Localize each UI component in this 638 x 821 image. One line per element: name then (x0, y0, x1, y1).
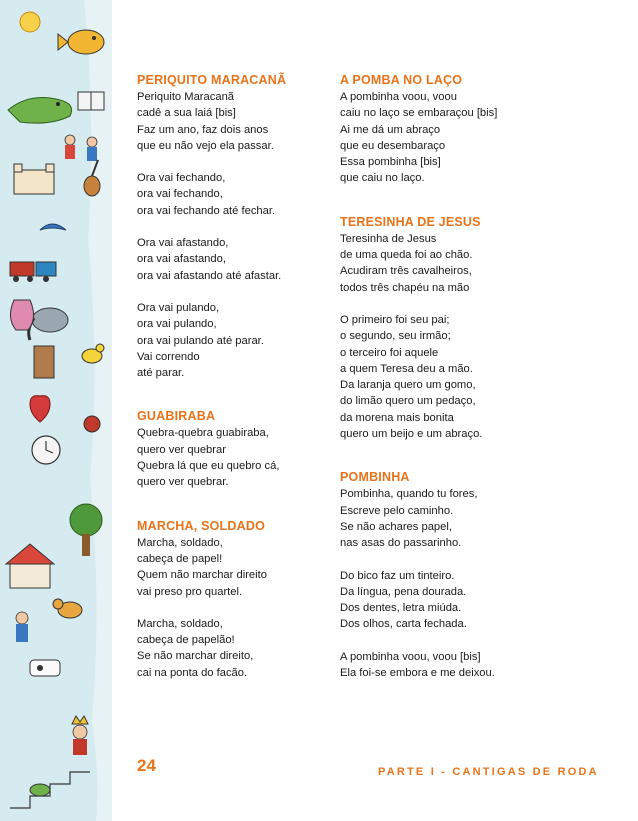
verse-line: Vai correndo (137, 350, 200, 363)
king-icon (72, 716, 88, 755)
verse-line: que eu desembaraço (340, 139, 446, 152)
doodle-illustrations (0, 0, 112, 821)
song-title: GUABIRABA (137, 409, 216, 424)
stanza (340, 231, 540, 296)
verse-line: o segundo, seu irmão; (340, 330, 451, 343)
verse-line: todos três chapéu na mão (340, 281, 470, 294)
verse-line: Essa pombinha [bis] (340, 156, 441, 169)
door-icon (34, 346, 54, 378)
stanza (137, 425, 337, 490)
stanza (137, 235, 337, 284)
verse-line: caiu no laço se embaraçou [bis] (340, 107, 498, 120)
verse-line: a quem Teresa deu a mão. (340, 362, 473, 375)
sun-icon (20, 12, 40, 32)
stanza (340, 486, 540, 551)
verse-line: ora vai afastando, (137, 253, 226, 266)
verse-line: que caiu no laço. (340, 172, 425, 185)
illustrated-border (0, 0, 112, 821)
right-column (340, 72, 540, 708)
left-column (137, 72, 337, 708)
verse-line: Da laranja quero um gomo, (340, 379, 476, 392)
book-icon (78, 92, 104, 110)
verse-line: Ela foi-se embora e me deixou. (340, 667, 495, 680)
verse-line: ora vai pulando, (137, 318, 217, 331)
verse-line: cadê a sua laiá [bis] (137, 107, 236, 120)
verse-line: Dos olhos, carta fechada. (340, 618, 467, 631)
verse-line: ora vai afastando até afastar. (137, 269, 282, 282)
page-number: 24 (137, 756, 156, 775)
vase-icon (10, 300, 33, 330)
song-title: MARCHA, SOLDADO (137, 518, 265, 533)
song-periquito-maracana (137, 72, 337, 381)
verse-line: Do bico faz um tinteiro. (340, 569, 455, 582)
song-title: TERESINHA DE JESUS (340, 214, 481, 229)
verse-line: quero ver quebrar (137, 443, 226, 456)
section-label: PARTE I - CANTIGAS DE RODA (378, 766, 599, 778)
verse-line: cai na ponta do facão. (137, 666, 248, 679)
verse-line: quero ver quebrar. (137, 476, 229, 489)
verse-line: Teresinha de Jesus (340, 232, 437, 245)
verse-line: vai preso pro quartel. (137, 585, 243, 598)
song-title: POMBINHA (340, 470, 410, 485)
verse-line: Se não achares papel, (340, 520, 452, 533)
verse-line: Acudiram três cavalheiros, (340, 265, 472, 278)
verse-line: que eu não vejo ela passar. (137, 139, 274, 152)
stanza (137, 300, 337, 381)
clock-icon (32, 436, 60, 464)
song-teresinha-de-jesus (340, 214, 540, 443)
verse-line: ora vai fechando, (137, 188, 223, 201)
verse-line: Escreve pelo caminho. (340, 504, 454, 517)
verse-line: A pombinha voou, voou [bis] (340, 650, 481, 663)
verse-line: Ora vai pulando, (137, 301, 220, 314)
stanza (340, 568, 540, 633)
stanza (137, 170, 337, 219)
verse-line: o terceiro foi aquele (340, 346, 439, 359)
song-marcha-soldado (137, 518, 337, 681)
stanza (137, 616, 337, 681)
verse-line: nas asas do passarinho. (340, 537, 462, 550)
song-a-pomba-no-laco (340, 72, 540, 187)
song-pombinha (340, 469, 540, 681)
cow-icon (30, 660, 60, 676)
verse-line: do limão quero um pedaço, (340, 395, 476, 408)
fish-small-icon (30, 784, 50, 796)
verse-line: até parar. (137, 367, 185, 380)
stanza (340, 649, 540, 682)
verse-line: Se não marchar direito, (137, 650, 254, 663)
stanza (340, 312, 540, 442)
person-icon (16, 612, 28, 642)
stanza (137, 89, 337, 154)
verse-line: Da língua, pena dourada. (340, 585, 467, 598)
verse-line: Marcha, soldado, (137, 536, 223, 549)
song-title: PERIQUITO MARACANÃ (137, 73, 287, 87)
verse-line: Marcha, soldado, (137, 617, 223, 630)
verse-line: Ai me dá um abraço (340, 123, 441, 136)
verse-line: da morena mais bonita (340, 411, 454, 424)
verse-line: Faz um ano, faz dois anos (137, 123, 269, 136)
verse-line: quero um beijo e um abraço. (340, 428, 483, 441)
verse-line: de uma queda foi ao chão. (340, 249, 473, 262)
verse-line: Ora vai afastando, (137, 237, 229, 250)
stanza (137, 535, 337, 600)
verse-line: Ora vai fechando, (137, 172, 226, 185)
verse-line: Quem não marchar direito (137, 569, 267, 582)
verse-line: cabeça de papelão! (137, 634, 235, 647)
verse-line: Periquito Maracanã (137, 91, 235, 103)
verse-line: Dos dentes, letra miúda. (340, 602, 462, 615)
rose-icon (84, 416, 100, 432)
verse-line: O primeiro foi seu pai; (340, 313, 450, 326)
song-guabiraba (137, 408, 337, 490)
verse-line: Pombinha, quando tu fores, (340, 488, 478, 501)
verse-line: Quebra-quebra guabiraba, (137, 427, 269, 440)
verse-line: A pombinha voou, voou (340, 91, 457, 103)
song-title: A POMBA NO LAÇO (340, 73, 463, 87)
verse-line: cabeça de papel! (137, 552, 223, 565)
verse-line: Quebra lá que eu quebro cá, (137, 460, 280, 473)
stanza (340, 89, 540, 187)
verse-line: ora vai fechando até fechar. (137, 204, 276, 217)
verse-line: ora vai pulando até parar. (137, 334, 264, 347)
